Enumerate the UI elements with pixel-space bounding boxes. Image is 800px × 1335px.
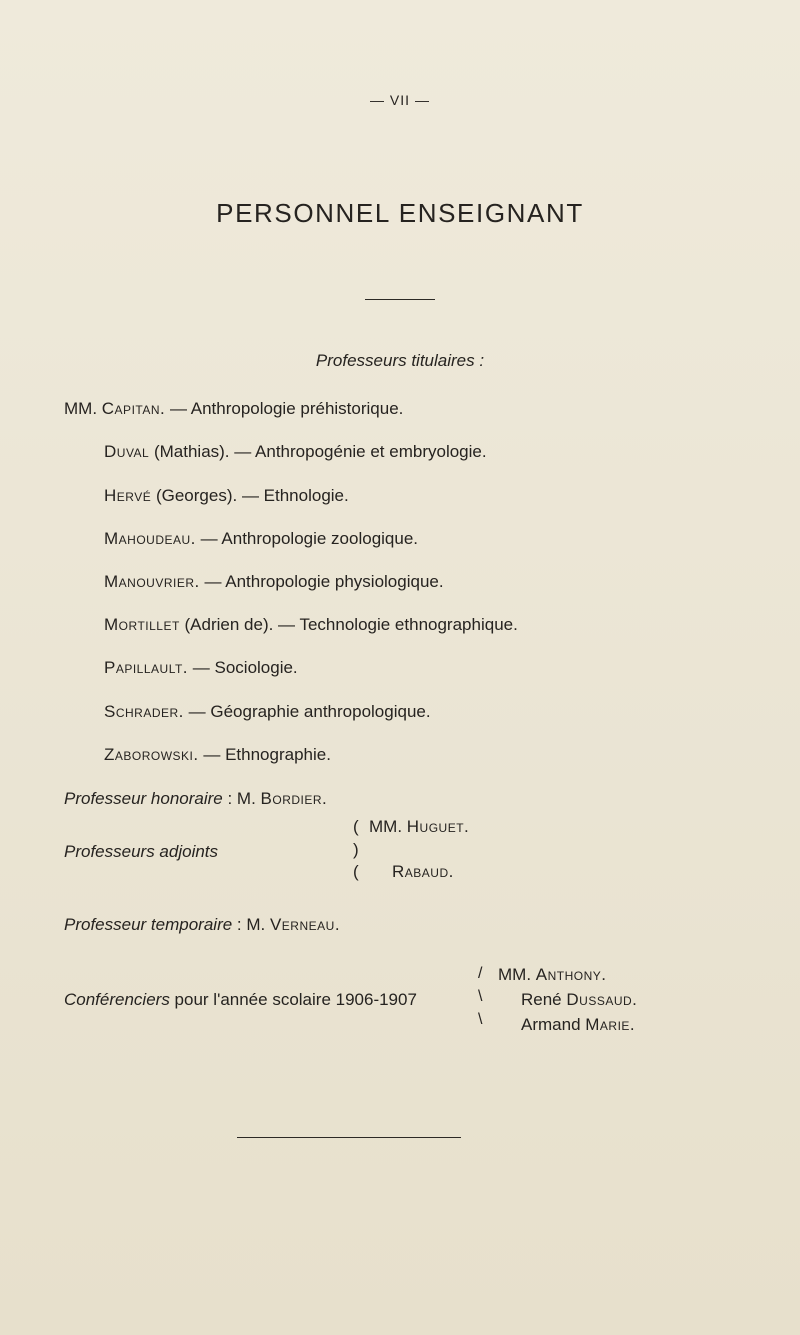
titulaire-entry: [104, 702, 431, 722]
entry-detail: — Anthropologie préhistorique.: [165, 399, 404, 418]
entry-name: Capitan.: [101, 399, 166, 418]
temporaire-sep: : M.: [232, 915, 270, 934]
temporaire-name: Verneau.: [269, 915, 341, 934]
end-divider: [237, 1137, 461, 1138]
conferencier-name: Anthony.: [535, 965, 607, 984]
entry-name: Duval: [104, 442, 150, 461]
honoraire-name: Bordier.: [260, 789, 328, 808]
titulaire-entry: [104, 745, 331, 765]
honoraire-label: Professeur honoraire: [64, 789, 223, 808]
entry-detail: — Ethnographie.: [198, 745, 331, 764]
temporaire-line: [64, 915, 340, 935]
conferencier-prefix: MM.: [498, 965, 536, 984]
adjoint-entry: [369, 817, 469, 837]
honoraire-line: [64, 789, 327, 809]
entry-name: Hervé: [104, 486, 152, 505]
entry-detail: (Georges). — Ethnologie.: [151, 486, 349, 505]
conferencier-last-name: Marie.: [585, 1015, 636, 1034]
conferencier-entry: [521, 1015, 635, 1035]
entry-name: Papillault.: [104, 658, 189, 677]
entry-prefix: MM.: [64, 399, 98, 418]
brace-middle: ): [353, 840, 359, 859]
conferenciers-rest: pour l'année scolaire 1906-1907: [169, 990, 417, 1009]
titulaire-entry: [104, 658, 298, 678]
entry-detail: (Mathias). — Anthropogénie et embryologie.: [149, 442, 487, 461]
titulaire-entry: [104, 572, 444, 592]
brace-bottom-lower: \: [478, 1011, 483, 1028]
brace-top: (: [353, 817, 359, 836]
conferencier-first-name: René: [521, 990, 567, 1009]
page-title: PERSONNEL ENSEIGNANT: [216, 198, 584, 228]
titulaires-heading: Professeurs titulaires :: [315, 351, 485, 370]
brace-top: /: [478, 965, 483, 982]
brace-bottom: (: [353, 862, 359, 881]
conferencier-entry: [498, 965, 607, 985]
titulaire-entry: [104, 442, 487, 462]
titulaire-entry: [104, 486, 349, 506]
entry-detail: — Anthropologie physiologique.: [199, 572, 444, 591]
titulaire-entry: [104, 529, 418, 549]
conferenciers-label: Conférenciers: [64, 990, 170, 1009]
adjoint-name: Huguet.: [406, 817, 470, 836]
titulaire-entry: [104, 615, 518, 635]
entry-detail: — Sociologie.: [188, 658, 298, 677]
titulaire-entry: [64, 399, 403, 419]
entry-detail: — Anthropologie zoologique.: [195, 529, 419, 548]
conferenciers-line: [64, 990, 417, 1010]
temporaire-label: Professeur temporaire: [64, 915, 233, 934]
conferencier-entry: [521, 990, 637, 1010]
brace-bottom: [478, 1011, 482, 1029]
entry-name: Zaborowski.: [104, 745, 199, 764]
adjoints-label: Professeurs adjoints: [64, 842, 219, 861]
title-divider: [365, 299, 435, 300]
entry-detail: — Géographie anthropologique.: [183, 702, 431, 721]
entry-name: Mortillet: [104, 615, 180, 634]
honoraire-sep: : M.: [222, 789, 261, 808]
adjoint-prefix: MM.: [369, 817, 407, 836]
brace-middle: [478, 988, 482, 1006]
adjoint-entry: Rabaud.: [392, 862, 454, 881]
brace-middle-upper: \: [478, 988, 483, 1005]
entry-name: Mahoudeau.: [104, 529, 196, 548]
entry-name: Manouvrier.: [104, 572, 200, 591]
page-number: — VII —: [370, 92, 430, 108]
entry-detail: (Adrien de). — Technologie ethnographique.: [179, 615, 518, 634]
conferencier-last-name: Dussaud.: [566, 990, 638, 1009]
conferencier-first-name: Armand: [521, 1015, 586, 1034]
entry-name: Schrader.: [104, 702, 184, 721]
